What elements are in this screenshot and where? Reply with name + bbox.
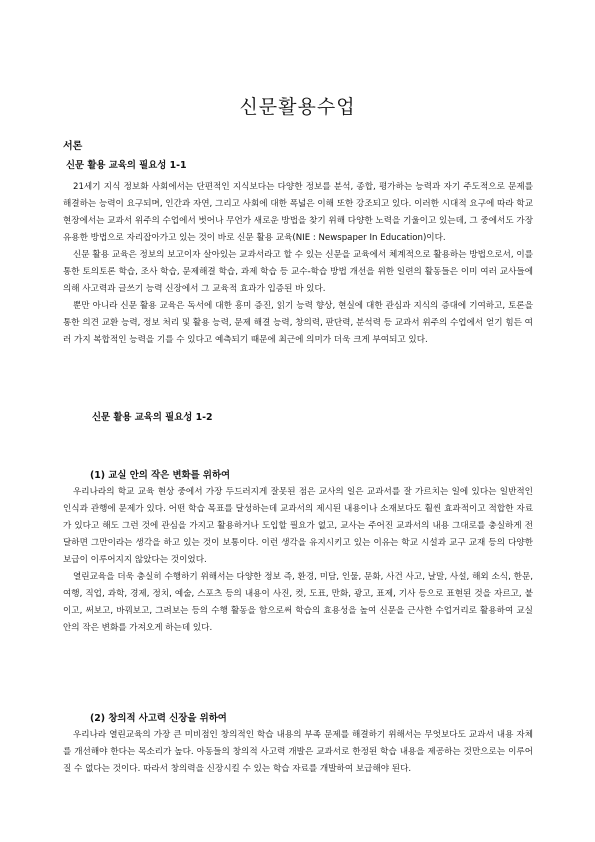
subsection-heading-1-2: 신문 활용 교육의 필요성 1-2 [92,412,213,423]
paragraph: 우리나라 열린교육의 가장 큰 미비점인 창의적인 학습 내용의 부족 문제를 해결하기 위해서는 무엇보다도 교과서 내용 자체를 개선해야 한다는 목소리가 높다. 아동들의 창의적 사고력 개발은 교과서로 한정된 학습 내용을 제공하는 것만으로는 이루어질 수 없다는 것이다. 따라서 창의력을 신장시킬 수 있는 학습 자료를 개발하여 보급해야 된다. [63,730,533,774]
item-2-body [63,727,533,778]
document-title: 신문활용수업 [239,96,356,118]
subsection-heading-1-1: 신문 활용 교육의 필요성 1-1 [66,160,187,171]
item-heading-2: (2) 창의적 사고력 신장을 위하여 [90,713,227,724]
paragraph: 우리나라의 학교 교육 현상 중에서 가장 두드러지게 잘못된 점은 교사의 일은 교과서를 잘 가르치는 일에 있다는 일반적인 인식과 관행에 문제가 있다. 어떤 학습 목표를 달성하는데 교과서의 제시된 내용이나 소재보다도 훨씬 효과적이고 적합한 자료가 있다고 해도 그런 것에 관심을 가지고 활용하거나 도입할 필요가 없고, 교사는 주어진 교과서의 내용 그대로를 충실하게 전달하면 그만이라는 생각을 하고 있는 것이 보통이다. 이런 생각을 유지시키고 있는 이유는 학교 시설과 교구 교재 등의 다양한 보급이 이루어지지 않았다는 것이었다. [63,487,533,565]
item-1-body [63,484,533,637]
paragraph: 신문 활용 교육은 정보의 보고이자 살아있는 교과서라고 할 수 있는 신문을 교육에서 체계적으로 활용하는 방법으로서, 이를 통한 토의토론 학습, 조사 학습, 문제해결 학습, 과제 학습 등 교수-학습 방법 개선을 위한 일련의 활동들은 이미 여러 교사들에 의해 사고력과 글쓰기 능력 신장에서 그 교육적 효과가 입증된 바 있다. [63,250,533,294]
section-heading: 서론 [63,141,83,152]
subsection-1-1-body [63,179,533,349]
paragraph: 열린교육을 더욱 충실히 수행하기 위해서는 다양한 정보 즉, 환경, 미담, 인물, 문화, 사건 사고, 날말, 사설, 해외 소식, 한문, 여행, 직업, 과학, 경제, 정치, 예술, 스포츠 등의 내용이 사진, 컷, 도표, 만화, 광고, 표제, 기사 등으로 표현된 것을 자르고, 붙이고, 써보고, 바꿔보고, 그려보는 등의 수행 활동을 함으로써 학습의 효용성을 높여 신문을 근사한 수업거리로 활용하여 교실 안의 작은 변화를 가져오게 하는데 있다. [63,572,533,633]
item-heading-1: (1) 교실 안의 작은 변화를 위하여 [90,470,231,481]
paragraph: 뿐만 아니라 신문 활용 교육은 독서에 대한 흥미 증진, 읽기 능력 향상, 현실에 대한 관심과 지식의 증대에 기여하고, 토론을 통한 의견 교환 능력, 정보 처리 및 활용 능력, 문제 해결 능력, 창의력, 판단력, 분석력 등 교과서 위주의 수업에서 얻기 힘든 여러 가지 복합적인 능력을 기를 수 있다고 예측되기 때문에 최근에 의미가 더욱 크게 부여되고 있다. [63,301,533,345]
paragraph: 21세기 지식 정보화 사회에서는 단편적인 지식보다는 다양한 정보를 분석, 종합, 평가하는 능력과 자기 주도적으로 문제를 해결하는 능력이 요구되며, 인간과 자연, 그리고 사회에 대한 폭넓은 이해 또한 강조되고 있다. 이러한 시대적 요구에 따라 학교 현장에서는 교과서 위주의 수업에서 벗어나 무언가 새로운 방법을 찾기 위해 다양한 노력을 기울이고 있는데, 그 중에서도 가장 유용한 방법으로 자리잡아가고 있는 것이 바로 신문 활용 교육(NIE : Newspaper In Education)이다. [63,182,533,243]
